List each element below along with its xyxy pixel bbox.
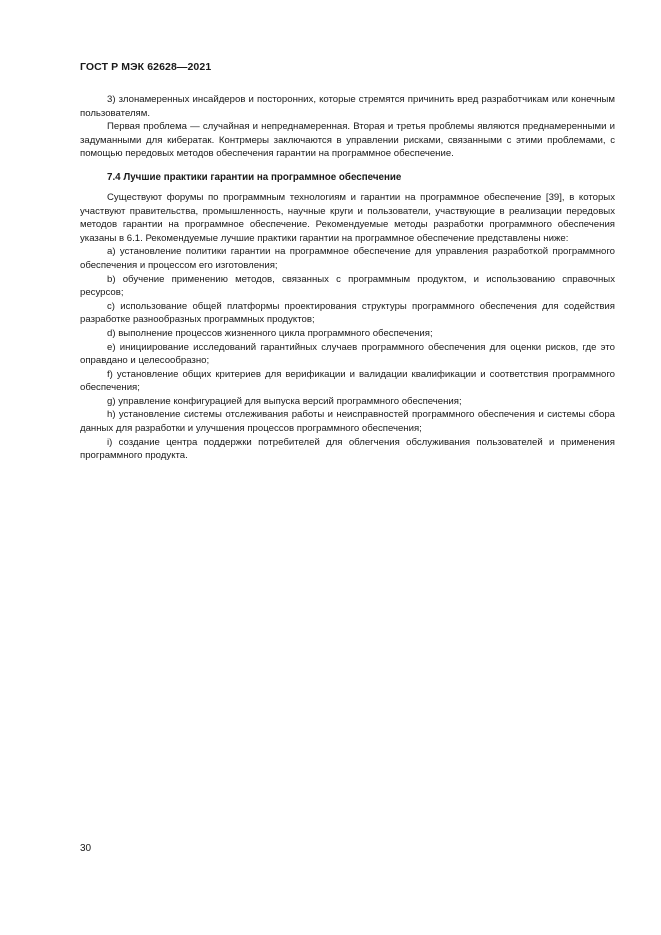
list-item: a) установление политики гарантии на программное обеспечение для управления разработкой программного обеспечения и процессом его изготовления; bbox=[80, 246, 615, 271]
page-header: ГОСТ Р МЭК 62628—2021 bbox=[80, 61, 212, 73]
list-item: i) создание центра поддержки потребителей для облегчения обслуживания пользователей и применения программного продукта. bbox=[80, 436, 615, 462]
section-heading: 7.4 Лучшие практики гарантии на программное обеспечение bbox=[107, 171, 402, 183]
page-number: 30 bbox=[80, 843, 92, 854]
paragraph: Первая проблема — случайная и непреднамеренная. Вторая и третья проблемы являются преднамеренными и задуманными для кибератак. Контрмеры заключаются в управлении рисками, связанными с этими проблемами, с помощью передовых методов обеспечения гарантии на программное обеспечение. bbox=[80, 121, 615, 160]
list-item: 3) злонамеренных инсайдеров и посторонних, которые стремятся причинить вред разработчикам или конечным пользователям. bbox=[80, 94, 615, 119]
list-item: e) инициирование исследований гарантийных случаев программного обеспечения для оценки рисков, где это оправдано и целесообразно; bbox=[80, 341, 615, 367]
list-item: d) выполнение процессов жизненного цикла программного обеспечения; bbox=[107, 327, 433, 339]
list-item: b) обучение применению методов, связанных с программным продуктом, и использованию справочных ресурсов; bbox=[80, 273, 615, 299]
paragraph: Существуют форумы по программным технологиям и гарантии на программное обеспечение [39], в которых участвуют правительства, промышленность, научные круги и пользователи, участвующие в реализации передовых методов гарантии на программное обеспечение. Рекомендуемые методы разработки программного обеспечения указаны в 6.1. Рекомендуемые лучшие практики гарантии на программное обеспечение представлены ниже: bbox=[80, 191, 615, 244]
list-item: f) установление общих критериев для верификации и валидации квалификации и соответствия программного обеспечения; bbox=[80, 368, 615, 394]
list-item: g) управление конфигурацией для выпуска версий программного обеспечения; bbox=[107, 395, 462, 407]
list-item: h) установление системы отслеживания работы и неисправностей программного обеспечения и системы сбора данных для разработки и улучшения процессов программного обеспечения; bbox=[80, 409, 615, 435]
list-item: c) использование общей платформы проектирования структуры программного обеспечения для содействия разработке разнообразных программных продуктов; bbox=[80, 300, 615, 326]
document-body bbox=[80, 93, 615, 463]
